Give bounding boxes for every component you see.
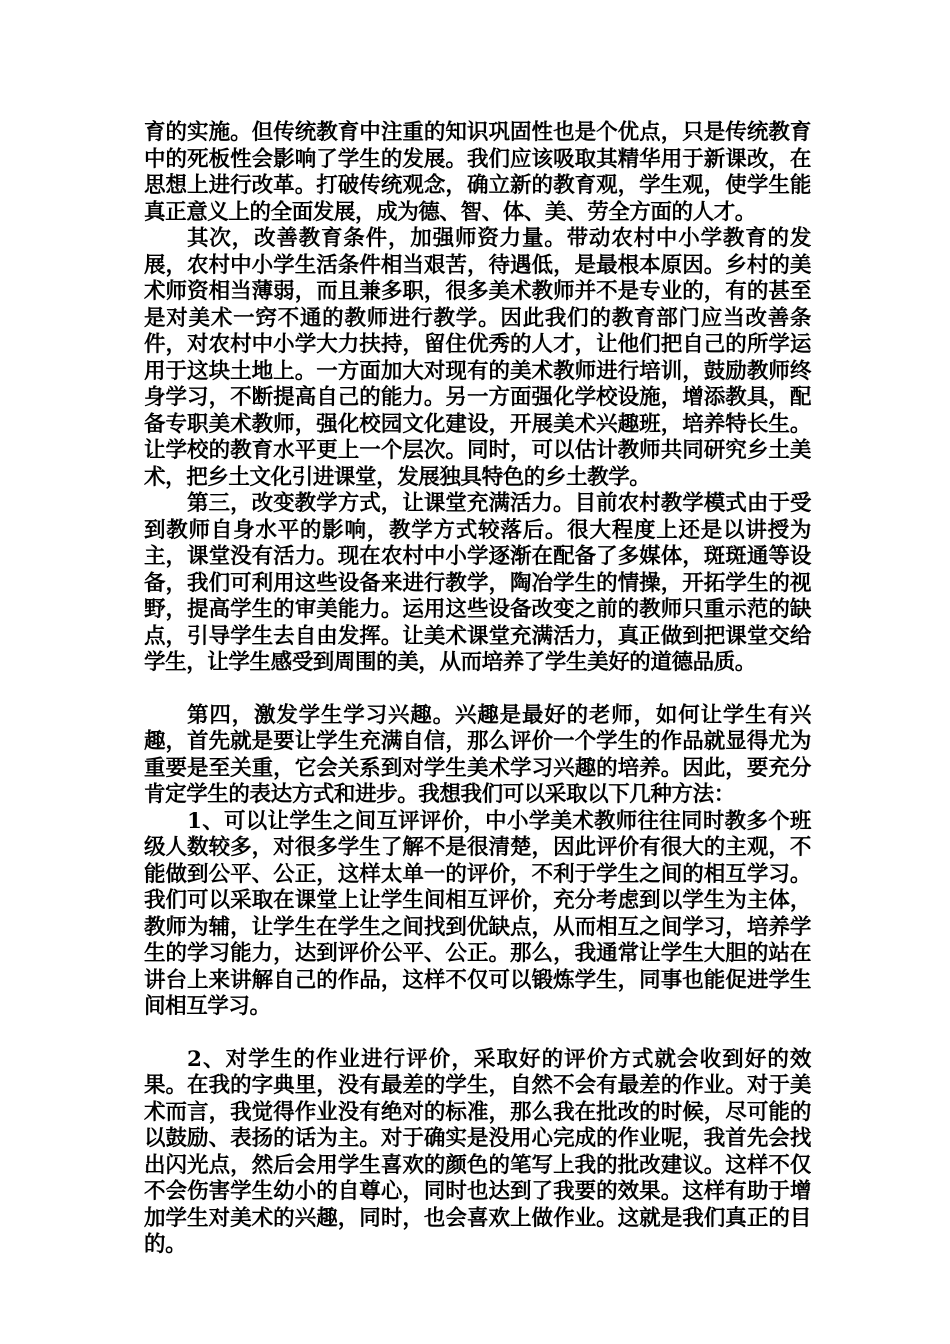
paragraph-continuation: 育的实施。但传统教育中注重的知识巩固性也是个优点，只是传统教育中的死板性会影响了学生的发展。我们应该吸取其精华用于新课改，在思想上进行改革。打破传统观念，确立新的教育观，学生观，使学生能真正意义上的全面发展，成为德、智、体、美、劳全方面的人才。 <box>144 120 811 225</box>
document-page <box>144 120 811 1259</box>
paragraph-method-one: 1、可以让学生之间互评评价，中小学美术教师往往同时教多个班级人数较多，对很多学生了解不是很清楚，因此评价有很大的主观，不能做到公平、公正，这样太单一的评价，不利于学生之间的相互学习。我们可以采取在课堂上让学生间相互评价，充分考虑到以学生为主体，教师为辅，让学生在学生之间找到优缺点，从而相互之间学习，培养学生的学习能力，达到评价公平、公正。那么，我通常让学生大胆的站在讲台上来讲解自己的作品，这样不仅可以锻炼学生，同事也能促进学生间相互学习。 <box>144 808 811 1019</box>
paragraph-second-point: 其次，改善教育条件，加强师资力量。带动农村中小学教育的发展，农村中小学生活条件相当艰苦，待遇低，是最根本原因。乡村的美术师资相当薄弱，而且兼多职，很多美术教师并不是专业的，有的甚至是对美术一窍不通的教师进行教学。因此我们的教育部门应当改善条件，对农村中小学大力扶持，留住优秀的人才，让他们把自己的所学运用于这块土地上。一方面加大对现有的美术教师进行培训，鼓励教师终身学习，不断提高自己的能力。另一方面强化学校设施，增添教具，配备专职美术教师，强化校园文化建设，开展美术兴趣班，培养特长生。让学校的教育水平更上一个层次。同时，可以估计教师共同研究乡土美术，把乡土文化引进课堂，发展独具特色的乡土教学。 <box>144 226 811 490</box>
paragraph-method-two: 2、对学生的作业进行评价，采取好的评价方式就会收到好的效果。在我的字典里，没有最差的学生，自然不会有最差的作业。对于美术而言，我觉得作业没有绝对的标准，那么我在批改的时候，尽可能的以鼓励、表扬的话为主。对于确实是没用心完成的作业呢，我首先会找出闪光点，然后会用学生喜欢的颜色的笔写上我的批改建议。这样不仅不会伤害学生幼小的自尊心，同时也达到了我要的效果。这样有助于增加学生对美术的兴趣，同时，也会喜欢上做作业。这就是我们真正的目的。 <box>144 1046 811 1257</box>
paragraph-third-point: 第三，改变教学方式，让课堂充满活力。目前农村教学模式由于受到教师自身水平的影响，教学方式较落后。很大程度上还是以讲授为主，课堂没有活力。现在农村中小学逐渐在配备了多媒体，斑斑通等设备，我们可利用这些设备来进行教学，陶冶学生的情操，开拓学生的视野，提高学生的审美能力。运用这些设备改变之前的教师只重示范的缺点，引导学生去自由发挥。让美术课堂充满活力，真正做到把课堂交给学生，让学生感受到周围的美，从而培养了学生美好的道德品质。 <box>144 491 811 675</box>
paragraph-fourth-point: 第四，激发学生学习兴趣。兴趣是最好的老师，如何让学生有兴趣，首先就是要让学生充满自信，那么评价一个学生的作品就显得尤为重要是至关重，它会关系到对学生美术学习兴趣的培养。因此，要充分肯定学生的表达方式和进步。我想我们可以采取以下几种方法： <box>144 702 811 807</box>
